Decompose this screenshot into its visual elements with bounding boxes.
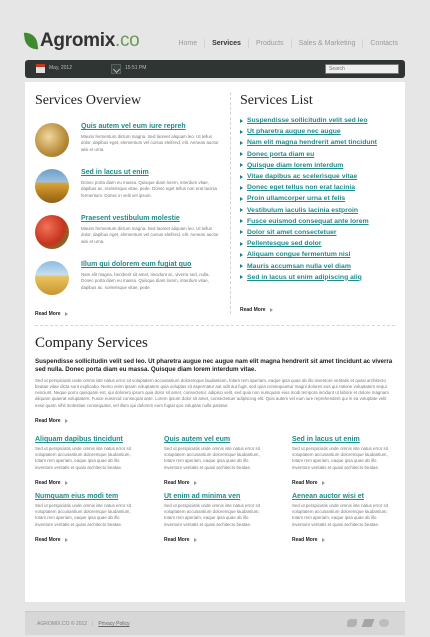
search-input[interactable] — [325, 64, 399, 74]
arrow-right-icon — [65, 419, 68, 423]
logo-text — [40, 30, 139, 52]
read-more-label: Read More — [292, 536, 318, 543]
arrow-right-icon — [270, 308, 273, 312]
nav-home[interactable]: Home — [178, 40, 198, 47]
nav-services[interactable]: Services — [204, 39, 248, 48]
main-nav — [171, 39, 405, 48]
feature-item — [164, 436, 292, 484]
feature-title[interactable]: Numquam eius modi tem — [35, 493, 119, 500]
arrow-right-icon — [194, 538, 197, 542]
list-item-link[interactable]: Mauris accumsan nulla vel diam — [247, 262, 351, 270]
list-item[interactable] — [240, 260, 400, 271]
arrow-right-icon — [322, 538, 325, 542]
overview-read-more-link[interactable] — [35, 311, 68, 317]
read-more-label: Read More — [35, 479, 61, 486]
services-overview-title: Services Overview — [35, 93, 142, 108]
feature-title[interactable]: Aenean auctor wisi et — [292, 493, 364, 500]
nav-products[interactable]: Products — [248, 39, 291, 48]
list-item-link[interactable]: Nam elit magna hendrerit amet tincidunt — [247, 139, 377, 147]
overview-item — [35, 213, 225, 259]
company-read-more-link[interactable] — [35, 418, 68, 424]
bullet-arrow-icon — [240, 163, 243, 167]
feature-read-more-link[interactable] — [292, 537, 325, 543]
current-time: 15:51 PM — [125, 65, 147, 71]
top-bar — [25, 60, 405, 78]
company-services-title: Company Services — [35, 335, 148, 351]
list-item[interactable] — [240, 137, 400, 148]
footer-copyright — [37, 621, 130, 627]
social-links — [347, 619, 389, 627]
feature-read-more-link[interactable] — [164, 537, 197, 543]
column-divider — [230, 92, 231, 314]
delicious-icon[interactable] — [362, 619, 375, 627]
feature-item — [164, 493, 292, 541]
list-item[interactable] — [240, 171, 400, 182]
logo-domain: .co — [114, 30, 140, 51]
overview-item-desc: Donec porta diam eu massa. Quisque diam lorem, interdum vitae, dapibus ac, scelerisque vitae, pede. Donec eget tellus non erat lacinia fermentum. Donec in velit vel ipsum. — [81, 180, 217, 198]
bullet-arrow-icon — [240, 275, 243, 279]
read-more-label: Read More — [164, 536, 190, 543]
list-item-link[interactable]: Sed in lacus ut enim adipiscing aliq — [247, 273, 362, 281]
read-more-label: Read More — [164, 479, 190, 486]
bullet-arrow-icon — [240, 186, 243, 190]
bullet-arrow-icon — [240, 230, 243, 234]
features-grid — [35, 436, 395, 541]
feature-title[interactable]: Ut enim ad minima ven — [164, 493, 241, 500]
bullet-arrow-icon — [240, 119, 243, 123]
bullet-arrow-icon — [240, 152, 243, 156]
feature-desc: Sed ut perspiciatis unde omnis iste natus error sit voluptatem accusantium doloremque laudantium, totam rem aperiam, eaque ipsa quae ab illo inventore veritatis et quasi architecto beatae. — [164, 503, 260, 527]
arrow-right-icon — [65, 538, 68, 542]
facebook-icon[interactable] — [347, 619, 357, 627]
list-item-link[interactable]: Vitae dapibus ac scelerisque vitae — [247, 173, 358, 181]
feature-desc: Sed ut perspiciatis unde omnis iste natus error sit voluptatem accusantium doloremque laudantium, totam rem aperiam, eaque ipsa quae ab illo inventore veritatis et quasi architecto beatae. — [35, 446, 131, 470]
list-item[interactable] — [240, 227, 400, 238]
read-more-label: Read More — [240, 307, 266, 313]
bullet-arrow-icon — [240, 264, 243, 268]
read-more-label: Read More — [35, 417, 61, 424]
list-item[interactable] — [240, 182, 400, 193]
feature-read-more-link[interactable] — [35, 537, 68, 543]
list-item-link[interactable]: Fusce euismod consequat ante lorem — [247, 217, 369, 225]
bullet-arrow-icon — [240, 242, 243, 246]
list-item[interactable] — [240, 126, 400, 137]
list-item-link[interactable]: Dolor sit amet consectetuer — [247, 228, 337, 236]
list-item[interactable] — [240, 193, 400, 204]
feature-desc: Sed ut perspiciatis unde omnis iste natus error sit voluptatem accusantium doloremque laudantium, totam rem aperiam, eaque ipsa quae ab illo inventore veritatis et quasi architecto beatae. — [292, 503, 388, 527]
leaf-logo-icon — [24, 31, 38, 50]
list-read-more-link[interactable] — [240, 307, 273, 313]
copyright-text: AGROMIX.CO © 2012 — [37, 621, 88, 627]
bullet-arrow-icon — [240, 208, 243, 212]
footer — [25, 611, 405, 635]
section-divider — [35, 325, 395, 326]
list-item[interactable] — [240, 205, 400, 216]
calendar-icon — [36, 64, 45, 73]
arrow-right-icon — [65, 481, 68, 485]
list-item[interactable] — [240, 149, 400, 160]
bullet-arrow-icon — [240, 197, 243, 201]
list-item-link[interactable]: Proin ullamcorper urna et felis — [247, 195, 346, 203]
feature-read-more-link[interactable] — [164, 480, 197, 486]
harvester-image — [35, 169, 69, 203]
bullet-arrow-icon — [240, 141, 243, 145]
header — [25, 24, 405, 58]
overview-item-title[interactable]: Quis autem vel eum iure repreh — [81, 123, 186, 130]
list-item-link[interactable]: Aliquam congue fermentum nisl — [247, 251, 351, 259]
feature-item — [292, 493, 395, 541]
rss-icon[interactable] — [379, 619, 389, 627]
feature-item — [292, 436, 395, 484]
list-item[interactable] — [240, 115, 400, 126]
arrow-right-icon — [194, 481, 197, 485]
services-list-title: Services List — [240, 93, 313, 108]
overview-item-desc: Mauris fermentum dictum magna. Sed laoreet aliquam leo. Ut tellus dolor, dapibus eget, elementum vel cursus eleifend, elit. Aenean auctor wisi et urna. — [81, 134, 219, 152]
read-more-label: Read More — [35, 536, 61, 543]
overview-item — [35, 121, 225, 167]
list-item[interactable] — [240, 238, 400, 249]
feature-desc: Sed ut perspiciatis unde omnis iste natus error sit voluptatem accusantium doloremque laudantium, totam rem aperiam, eaque ipsa quae ab illo inventore veritatis et quasi architecto beatae. — [35, 503, 131, 527]
list-item[interactable] — [240, 160, 400, 171]
feature-read-more-link[interactable] — [35, 480, 68, 486]
clock-icon — [111, 64, 121, 74]
list-item-link[interactable]: Ut pharetra augue nec augue — [247, 128, 341, 136]
overview-item-desc: Nam elit magna, hendrerit sit amet, tincidunt ac, viverra sed, nulla. Donec porta diam eu massa. Quisque diam lorem, interdum vitae, dapibus ac, scelerisque vitae, pede. — [81, 272, 210, 290]
feature-desc: Sed ut perspiciatis unde omnis iste natus error sit voluptatem accusantium doloremque laudantium, totam rem aperiam, eaque ipsa quae ab illo inventore veritatis et quasi architecto beatae. — [164, 446, 260, 470]
list-item[interactable] — [240, 272, 400, 283]
list-item-link[interactable]: Pellentesque sed dolor — [247, 240, 322, 248]
main-content — [25, 82, 405, 602]
arrow-right-icon — [322, 481, 325, 485]
services-list — [240, 93, 400, 313]
nav-sales-marketing[interactable]: Sales & Marketing — [291, 39, 363, 48]
nav-contacts[interactable]: Contacts — [362, 39, 405, 48]
list-item-link[interactable]: Suspendisse sollicitudin velit sed leo — [247, 117, 368, 125]
feature-title[interactable]: Quis autem vel eum — [164, 436, 231, 443]
wheat-image — [35, 123, 69, 157]
company-services — [35, 335, 395, 427]
company-body-text: Sed ut perspiciatis unde omnis iste natus error sit voluptatem accusantium doloremque laudantium, totam rem aperiam, eaque ipsa quae ab illo inventore veritatis et quasi architecto beatae vitae dicta sunt explicabo. Nemo enim ipsam voluptatem quia voluptas sit aspernatur aut odit aut fugit, sed quia consequuntur magni dolores eos qui ratione voluptatem sequi nesciunt. Neque porro quisquam est, qui dolorem ipsum quia dolor sit amet, consectetur, adipisci velit, sed quia non numquam eius modi tempora incidunt ut labore et dolore magnam aliquam quaerat voluptatem. Fusce euismod consequat ante. Lorem ipsum dolor sit amet, consectetuer adipiscing elit. Quis autem vel eum iure reprehenderit qui in ea voluptate velit esse quam nihil molestiae consequatur, vel illum qui dolorem eum fugiat quo voluptas nulla pariatur. — [35, 377, 389, 408]
logo-main: Agromix — [40, 30, 115, 51]
list-item-link[interactable]: Vestibulum iaculis lacinia estproin — [247, 206, 359, 214]
wheat-field-image — [35, 261, 69, 295]
feature-item — [35, 436, 164, 484]
overview-item-desc: Mauris fermentum dictum magna. Sed laoreet aliquam leo. Ut tellus dolor, dapibus eget, elementum vel cursus eleifend, elit. Aenean auctor wisi et urna. — [81, 226, 219, 244]
bullet-arrow-icon — [240, 175, 243, 179]
bullet-arrow-icon — [240, 130, 243, 134]
arrow-right-icon — [65, 312, 68, 316]
feature-desc: Sed ut perspiciatis unde omnis iste natus error sit voluptatem accusantium doloremque laudantium, totam rem aperiam, eaque ipsa quae ab illo inventore veritatis et quasi architecto beatae. — [292, 446, 388, 470]
read-more-label: Read More — [35, 311, 61, 317]
list-item-link[interactable]: Quisque diam lorem interdum — [247, 161, 344, 169]
feature-title[interactable]: Aliquam dapibus tincidunt — [35, 436, 123, 443]
list-item[interactable] — [240, 216, 400, 227]
list-item-link[interactable]: Donec porta diam eu — [247, 150, 315, 158]
overview-item — [35, 167, 225, 213]
list-item[interactable] — [240, 249, 400, 260]
feature-item — [35, 493, 164, 541]
overview-item-title[interactable]: Sed in lacus ut enim — [81, 169, 149, 176]
bullet-arrow-icon — [240, 253, 243, 257]
footer-separator: | — [92, 621, 94, 627]
feature-title[interactable]: Sed in lacus ut enim — [292, 436, 360, 443]
list-item-link[interactable]: Donec eget tellus non erat lacinia — [247, 184, 356, 192]
feature-read-more-link[interactable] — [292, 480, 325, 486]
current-date: May, 2012 — [49, 65, 72, 71]
bullet-arrow-icon — [240, 219, 243, 223]
read-more-label: Read More — [292, 479, 318, 486]
overview-item-title[interactable]: Illum qui dolorem eum fugiat quo — [81, 261, 192, 268]
services-overview — [35, 93, 225, 317]
logo[interactable] — [25, 30, 139, 52]
company-lead-text: Suspendisse sollicitudin velit sed leo. Ut pharetra augue nec augue nam elit magna hendrerit sit amet tincidunt ac viverra sed nulla. Donec porta diam eu massa. Quisque diam lorem interdum vitae. — [35, 358, 393, 374]
privacy-policy-link[interactable]: Privacy Policy — [98, 621, 130, 627]
overview-item-title[interactable]: Praesent vestibulum molestie — [81, 215, 180, 222]
overview-item — [35, 259, 225, 305]
tomatoes-image — [35, 215, 69, 249]
